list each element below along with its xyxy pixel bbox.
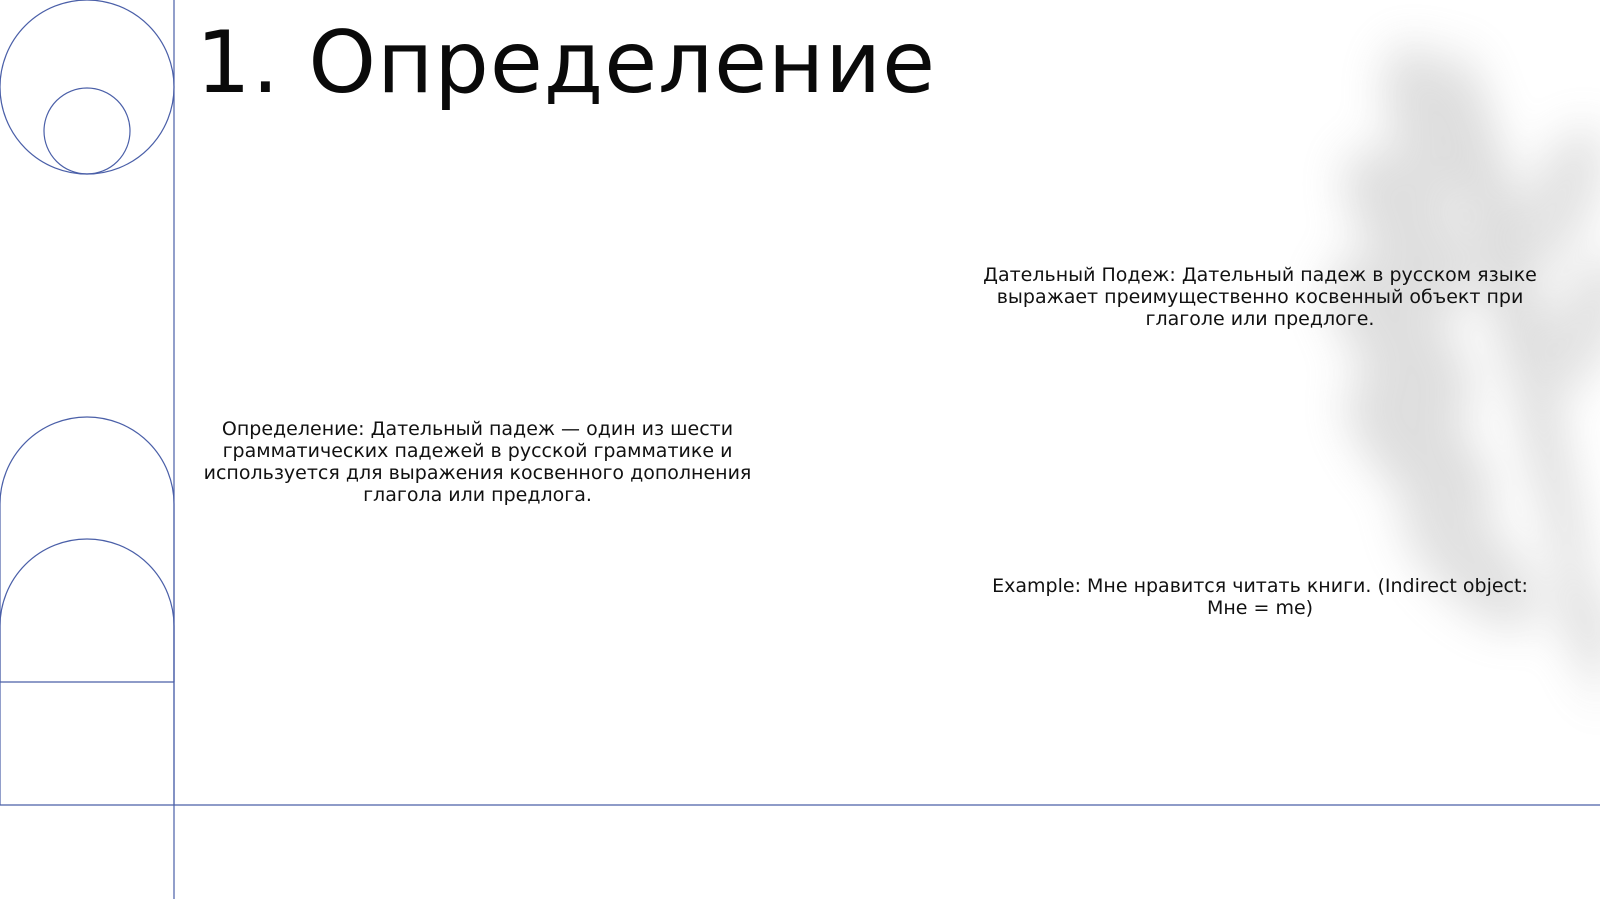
- small-circle: [44, 88, 130, 174]
- large-circle: [0, 0, 174, 174]
- example-text: Example: Мне нравится читать книги. (Indirect object: Мне = me): [992, 575, 1528, 619]
- definition-text: Определение: Дательный падеж — один из шести грамматических падежей в русской грамматике и используется для выражения косвенного дополнения глагола или предлога.: [203, 418, 752, 506]
- dative-case-text: Дательный Подеж: Дательный падеж в русском языке выражает преимущественно косвенный объект при глаголе или предлоге.: [983, 264, 1537, 330]
- lower-arch: [0, 539, 174, 682]
- upper-arch: [0, 417, 174, 805]
- slide-title: 1. Определение: [196, 13, 937, 113]
